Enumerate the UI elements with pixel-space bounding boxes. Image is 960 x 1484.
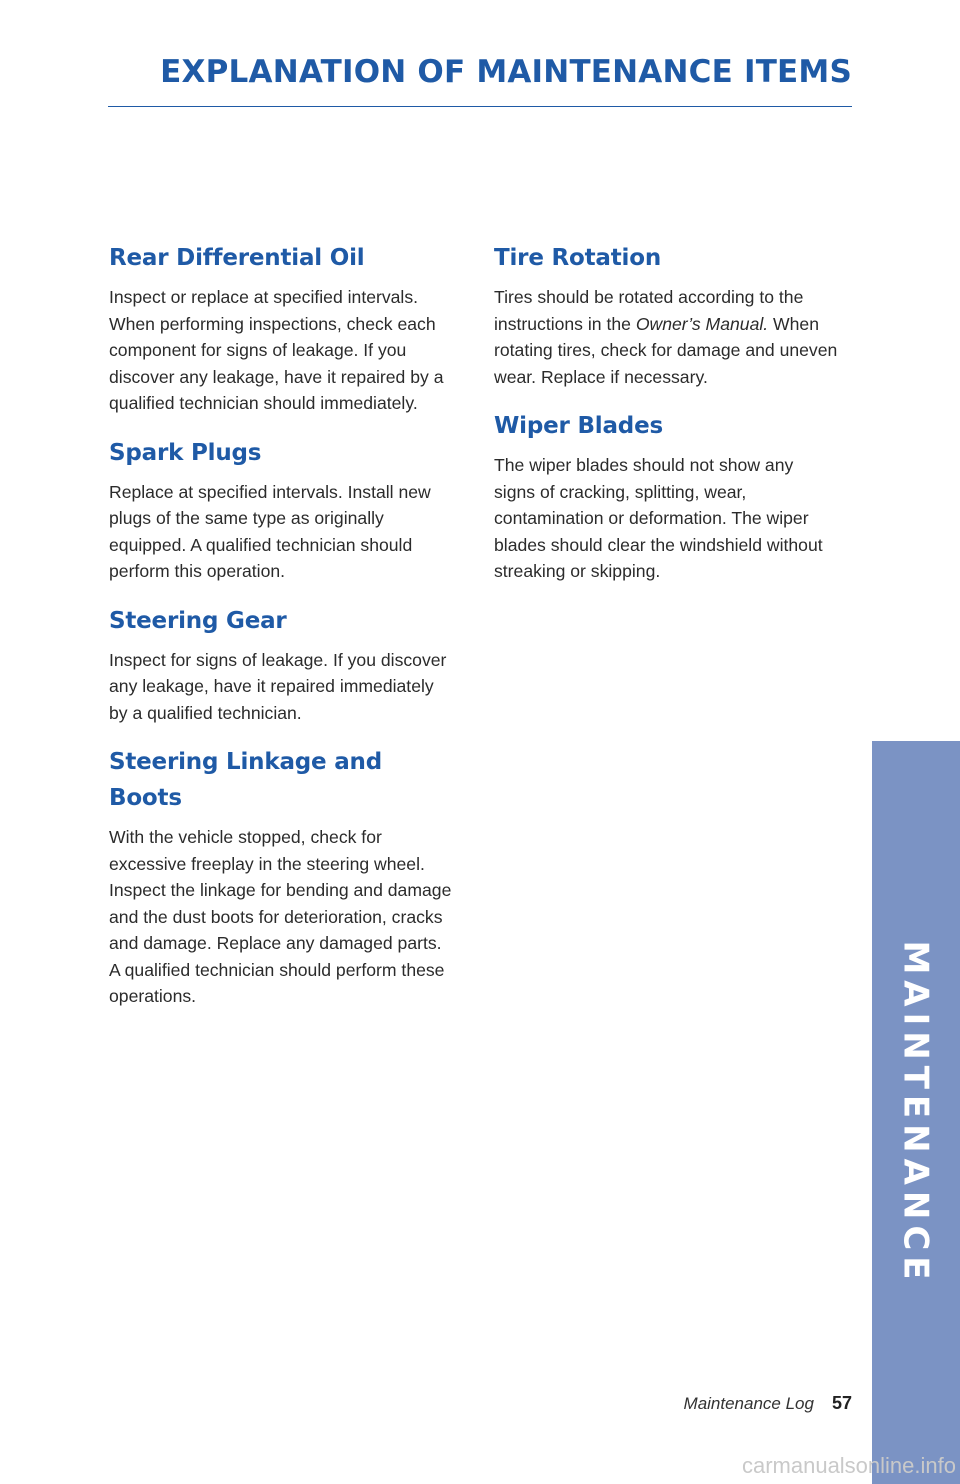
right-column bbox=[494, 240, 839, 603]
section-body: The wiper blades should not show any signs of cracking, splitting, wear, contamination or deformation. The wiper blades should clear the windshield without streaking or skipping. bbox=[494, 455, 823, 581]
side-tab-label-wrap bbox=[872, 741, 960, 1484]
section-steering-gear bbox=[109, 603, 454, 727]
section-wiper-blades bbox=[494, 408, 839, 585]
section-body bbox=[494, 284, 839, 390]
page-title: EXPLANATION OF MAINTENANCE ITEMS bbox=[160, 54, 852, 90]
section-steering-linkage-and-boots bbox=[109, 744, 454, 1010]
section-body: Inspect for signs of leakage. If you discover any leakage, have it repaired immediately by a qualified technician. bbox=[109, 649, 447, 723]
chapter-side-tab bbox=[872, 741, 960, 1484]
page-footer bbox=[684, 1393, 852, 1414]
section-spark-plugs bbox=[109, 435, 454, 585]
section-body: Inspect or replace at specified intervals. When performing inspections, check each component for signs of leakage. If you discover any leakage, have it repaired by a qualified technician should immediately. bbox=[109, 287, 444, 413]
title-divider bbox=[108, 106, 852, 107]
section-heading: Rear Differential Oil bbox=[109, 245, 365, 271]
body-text: Tires should be rotated according to the instructions in the bbox=[494, 287, 804, 334]
left-column bbox=[109, 240, 454, 1028]
section-heading: Steering Gear bbox=[109, 607, 287, 634]
section-heading: Tire Rotation bbox=[494, 245, 662, 271]
section-body: Replace at specified intervals. Install new plugs of the same type as originally equipped. A qualified technician should perform this operation. bbox=[109, 481, 431, 581]
section-heading: Wiper Blades bbox=[494, 413, 663, 439]
section-heading: Steering Linkage and Boots bbox=[109, 749, 382, 811]
page-number: 57 bbox=[831, 1393, 852, 1413]
owners-manual-reference: Owner’s Manual. bbox=[635, 313, 769, 334]
body-text: When rotating tires, check for damage and uneven wear. Replace if necessary. bbox=[494, 313, 838, 387]
section-heading: Spark Plugs bbox=[109, 439, 262, 466]
section-body: With the vehicle stopped, check for excessive freeplay in the steering wheel. Inspect the linkage for bending and damage and the dust boots for deterioration, cracks and damage. Replace any damaged parts. A qualified technician should perform these operations. bbox=[109, 827, 452, 1006]
section-rear-differential-oil bbox=[109, 240, 454, 417]
side-tab-label: MAINTENANCE bbox=[896, 939, 937, 1286]
watermark: carmanualsonline.info bbox=[741, 1453, 956, 1478]
section-tire-rotation bbox=[494, 240, 839, 390]
footer-label: Maintenance Log bbox=[683, 1394, 814, 1413]
